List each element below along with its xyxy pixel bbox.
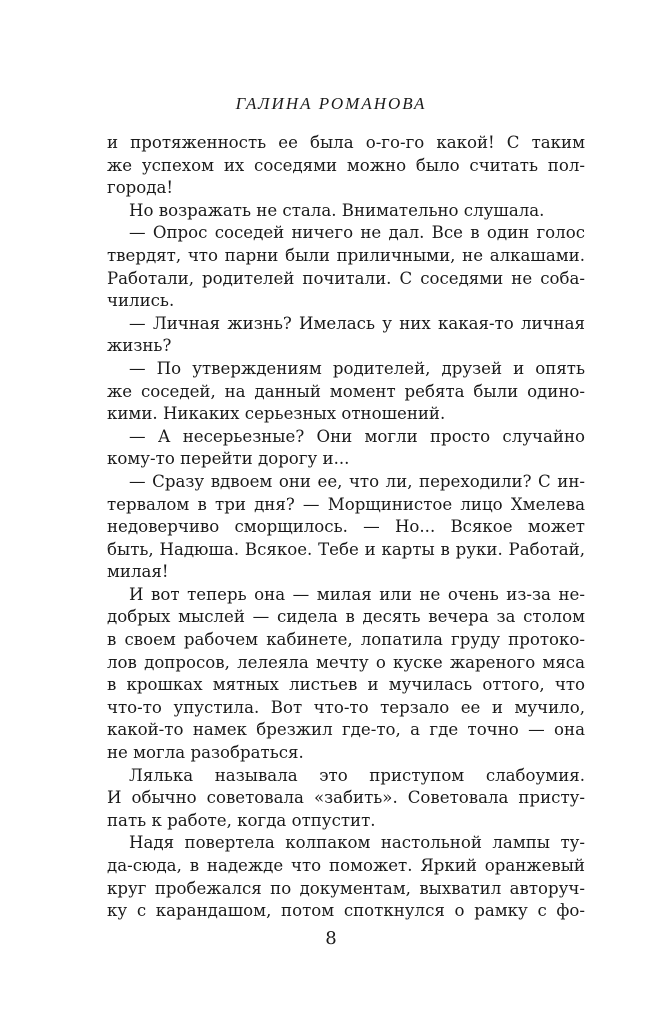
text-line: недоверчиво сморщилось. — Но... Всякое может (107, 517, 585, 537)
page-number: 8 (325, 928, 337, 949)
text-line: не могла разобраться. (107, 743, 304, 763)
text-line: тервалом в три дня? — Морщинистое лицо Хмелева (107, 494, 585, 514)
text-line: твердят, что парни были приличными, не алкашами. (107, 245, 585, 265)
text-line: лов допросов, лелеяла мечту о куске жареного мяса (107, 652, 585, 672)
text-line: в своем рабочем кабинете, лопатила груду протоко- (107, 630, 585, 650)
text-line: города! (107, 178, 174, 198)
text-line: — Личная жизнь? Имелась у них какая-то личная (129, 313, 585, 333)
text-line: — Сразу вдвоем они ее, что ли, переходили? С ин- (129, 471, 585, 491)
text-line: Надя повертела колпаком настольной лампы ту- (129, 833, 585, 853)
text-line: кому-то перейти дорогу и... (107, 449, 350, 469)
text-line: добрых мыслей — сидела в десять вечера за столом (107, 607, 585, 627)
text-line: что-то упустила. Вот что-то терзало ее и мучило, (107, 697, 585, 717)
text-line: Но возражать не стала. Внимательно слушала. (129, 200, 545, 220)
text-line: же успехом их соседями можно было считать пол- (107, 155, 585, 175)
text-line: Лялька называла это приступом слабоумия. (129, 765, 585, 785)
text-line: же соседей, на данный момент ребята были одино- (107, 381, 585, 401)
text-line: — По утверждениям родителей, друзей и опять (129, 358, 585, 378)
text-line: чились. (107, 291, 175, 311)
text-line: и протяженность ее была о-го-го какой! С таким (107, 133, 585, 152)
text-line: милая! (107, 562, 169, 582)
text-line: жизнь? (107, 336, 172, 356)
text-line: да-сюда, в надежде что поможет. Яркий оранжевый (107, 856, 585, 875)
text-line: быть, Надюша. Всякое. Тебе и карты в руки. Работай, (107, 539, 585, 559)
text-line: какой-то намек брезжил где-то, а где точно — она (107, 720, 585, 740)
text-line: И вот теперь она — милая или не очень из-за не- (129, 584, 585, 604)
text-line: — А несерьезные? Они могли просто случайно (129, 426, 585, 446)
text-line: круг пробежался по документам, выхватил авторуч- (107, 878, 585, 898)
text-line: ку с карандашом, потом споткнулся о рамку с фо- (107, 901, 585, 921)
text-line: — Опрос соседей ничего не дал. Все в один голос (129, 223, 585, 243)
text-line: пать к работе, когда отпустит. (107, 810, 376, 830)
text-line: в крошках мятных листьев и мучилась оттого, что (107, 675, 585, 695)
text-line: Работали, родителей почитали. С соседями не соба- (107, 268, 585, 288)
text-line: И обычно советовала «забить». Советовала присту- (107, 788, 585, 808)
running-header: ГАЛИНА РОМАНОВА (235, 94, 427, 113)
body-text (107, 132, 585, 923)
text-line: кими. Никаких серьезных отношений. (107, 404, 446, 424)
